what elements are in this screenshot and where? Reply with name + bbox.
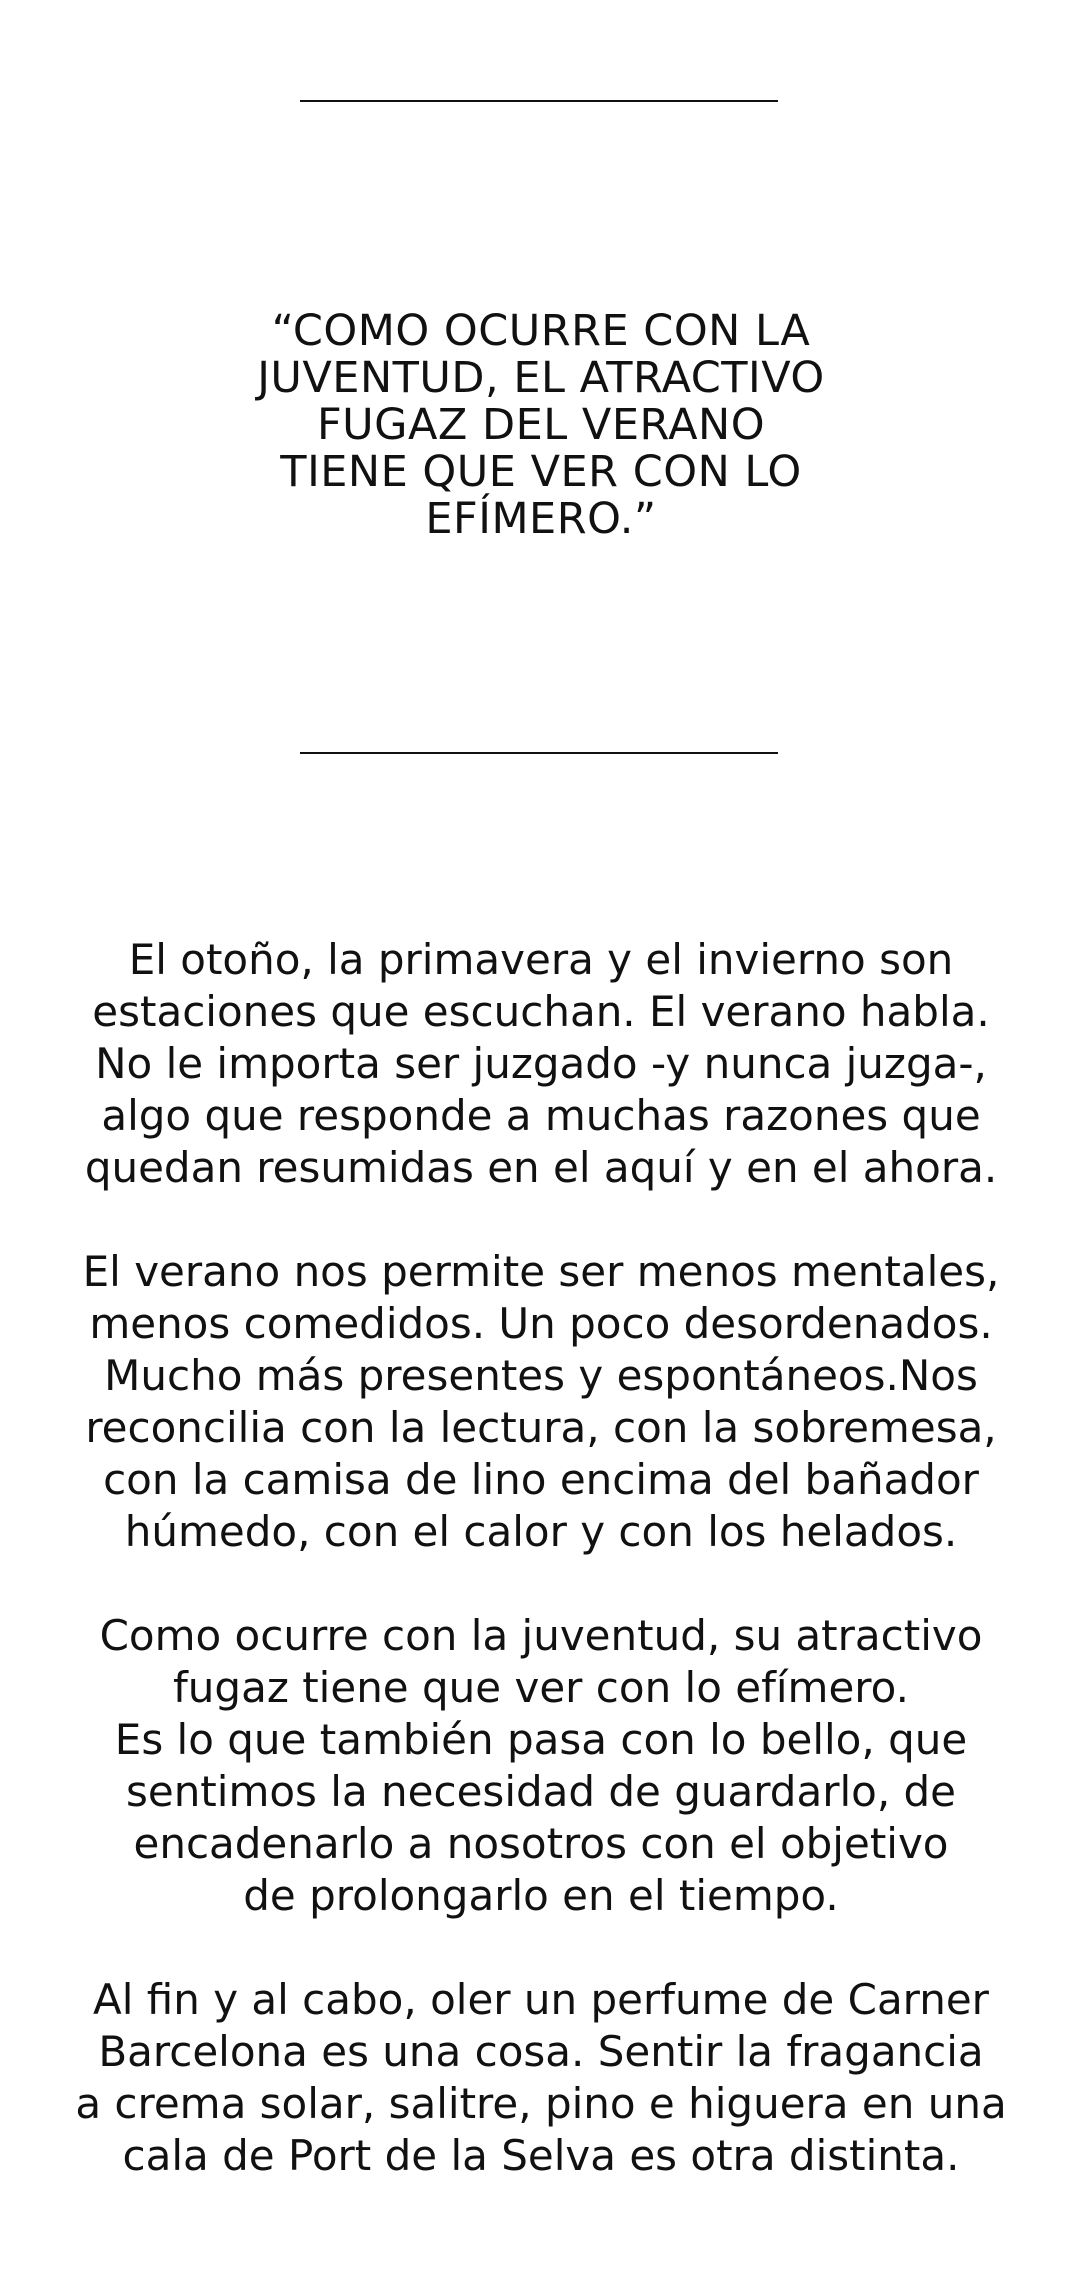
text-line: El verano nos permite ser menos mentales, — [82, 1247, 1000, 1296]
text-line: Mucho más presentes y espontáneos.Nos — [104, 1351, 978, 1400]
text-line: fugaz tiene que ver con lo efímero. — [173, 1663, 909, 1712]
text-line: Barcelona es una cosa. Sentir la fragancia — [98, 2027, 984, 2076]
text-line: No le importa ser juzgado -y nunca juzga-, — [95, 1039, 987, 1088]
paragraph-3 — [0, 1610, 1082, 1922]
paragraph-4 — [0, 1974, 1082, 2182]
text-line: con la camisa de lino encima del bañador — [103, 1455, 979, 1504]
pull-quote-line: FUGAZ DEL VERANO — [316, 400, 766, 450]
pull-quote-line: JUVENTUD, EL ATRACTIVO — [257, 353, 825, 403]
pull-quote-line: TIENE QUE VER CON LO — [280, 447, 802, 497]
text-line: sentimos la necesidad de guardarlo, de — [125, 1767, 957, 1816]
text-line: algo que responde a muchas razones que — [101, 1091, 981, 1140]
text-line: Como ocurre con la juventud, su atractivo — [99, 1611, 983, 1660]
text-line: de prolongarlo en el tiempo. — [243, 1871, 839, 1920]
text-line: húmedo, con el calor y con los helados. — [124, 1507, 958, 1556]
text-line: quedan resumidas en el aquí y en el ahora. — [84, 1143, 998, 1192]
text-line: reconcilia con la lectura, con la sobremesa, — [85, 1403, 997, 1452]
text-line: a crema solar, salitre, pino e higuera en una — [75, 2079, 1007, 2128]
text-line: estaciones que escuchan. El verano habla. — [92, 987, 990, 1036]
text-line: Al fin y al cabo, oler un perfume de Carner — [93, 1975, 989, 2024]
text-line: El otoño, la primavera y el invierno son — [128, 935, 954, 984]
top-divider — [300, 100, 778, 102]
bottom-divider — [300, 752, 778, 754]
pull-quote-line: EFÍMERO.” — [425, 494, 657, 544]
article-body — [0, 934, 1082, 2234]
text-line: cala de Port de la Selva es otra distinta. — [122, 2131, 960, 2180]
text-line: Es lo que también pasa con lo bello, que — [114, 1715, 968, 1764]
paragraph-2 — [0, 1246, 1082, 1558]
text-line: menos comedidos. Un poco desordenados. — [89, 1299, 993, 1348]
text-line: encadenarlo a nosotros con el objetivo — [133, 1819, 949, 1868]
paragraph-1 — [0, 934, 1082, 1194]
pull-quote — [0, 308, 1082, 543]
pull-quote-line: “COMO OCURRE CON LA — [271, 306, 811, 356]
